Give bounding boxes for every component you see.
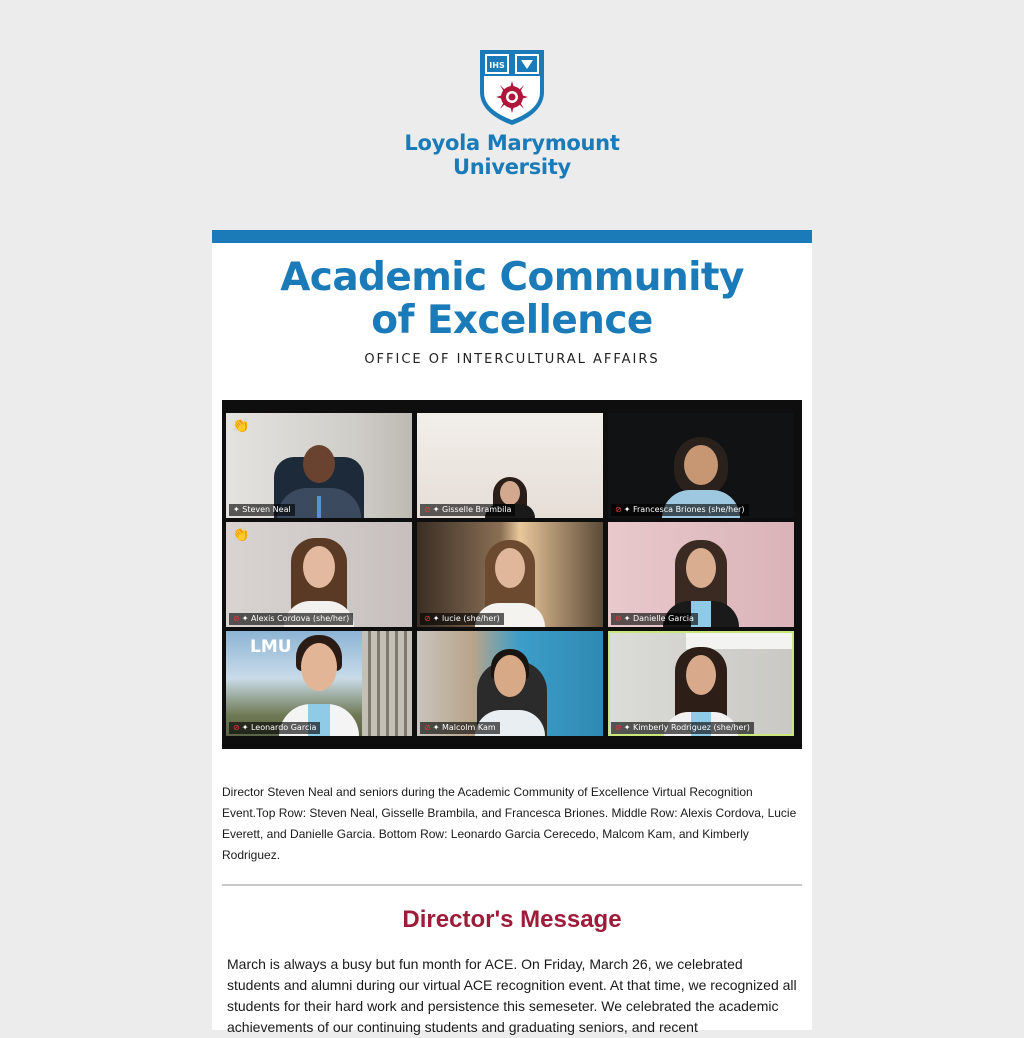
pin-icon: ✦ [241,614,251,623]
newsletter-card [212,230,812,1035]
video-tile [226,413,412,518]
video-tile [226,522,412,627]
pin-icon: ✦ [623,505,633,514]
muted-mic-icon: ⊘ [615,505,622,514]
pin-icon: ✦ [432,614,442,623]
pin-icon: ✦ [233,505,243,514]
lmu-shield-icon [478,48,546,126]
title-line-2: of Excellence [371,298,653,343]
video-tile [608,522,794,627]
video-tile [417,631,603,736]
title-line-1: Academic Community [280,255,744,300]
newsletter-subtitle: OFFICE OF INTERCULTURAL AFFAIRS [364,352,660,367]
participant-name-tag: ✦ Steven Neal [229,504,295,516]
participant-name-tag: ⊘ ✦ Danielle Garcia [611,613,698,625]
photo-caption: Director Steven Neal and seniors during the Academic Community of Excellence Virtual Recognition Event.Top Row: Steven Neal, Gisselle Brambila, and Francesca Briones. Middle Row: Alexis Cordova, Lucie Everett, and Danielle Garcia. Bottom Row: Leonardo Garcia Cerecedo, Malcom Kam, and Kimberly Rodriguez. [222,785,797,862]
muted-mic-icon: ⊘ [424,505,431,514]
newsletter-title [212,256,812,342]
participant-name-tag: ⊘ ✦ Francesca Briones (she/her) [611,504,749,516]
video-tile-active-speaker [608,631,794,736]
pin-icon: ✦ [623,614,633,623]
muted-mic-icon: ⊘ [424,614,431,623]
video-tile [417,413,603,518]
lmu-background-sign: LMU [250,637,292,657]
video-tile [226,631,412,736]
participant-name-tag: ⊘ ✦ Malcolm Kam [420,722,500,734]
directors-message-body: March is always a busy but fun month for ACE. On Friday, March 26, we celebrated students and alumni during our virtual ACE recognition event. At that time, we recognized all students for their hard work and persistence this semeseter. We celebrated the academic achievements of our continuing students and graduating seniors, and recent [227,956,797,1035]
pin-icon: ✦ [432,723,442,732]
participant-name-tag: ⊘ ✦ Kimberly Rodriguez (she/her) [611,722,754,734]
video-tile [608,413,794,518]
logo-line-2: University [453,155,571,179]
muted-mic-icon: ⊘ [233,723,240,732]
pin-icon: ✦ [241,723,251,732]
video-tile [417,522,603,627]
muted-mic-icon: ⊘ [615,614,622,623]
svg-text:IHS: IHS [489,61,505,70]
muted-mic-icon: ⊘ [424,723,431,732]
clap-reaction-icon: 👏 [232,417,250,433]
pin-icon: ✦ [432,505,442,514]
participant-name-tag: ⊘ ✦ Alexis Cordova (she/her) [229,613,353,625]
zoom-group-photo[interactable] [222,400,802,749]
directors-message-heading: Director's Message [402,906,622,933]
participant-name-tag: ⊘ ✦ lucie (she/her) [420,613,504,625]
clap-reaction-icon: 👏 [232,526,250,542]
participant-name-tag: ⊘ ✦ Leonardo Garcia [229,722,320,734]
participant-name-tag: ⊘ ✦ Gisselle Brambila [420,504,515,516]
lmu-logo[interactable] [0,48,1024,179]
section-divider [222,884,802,886]
muted-mic-icon: ⊘ [233,614,240,623]
logo-line-1: Loyola Marymount [404,131,620,155]
muted-mic-icon: ⊘ [615,723,622,732]
pin-icon: ✦ [623,723,633,732]
